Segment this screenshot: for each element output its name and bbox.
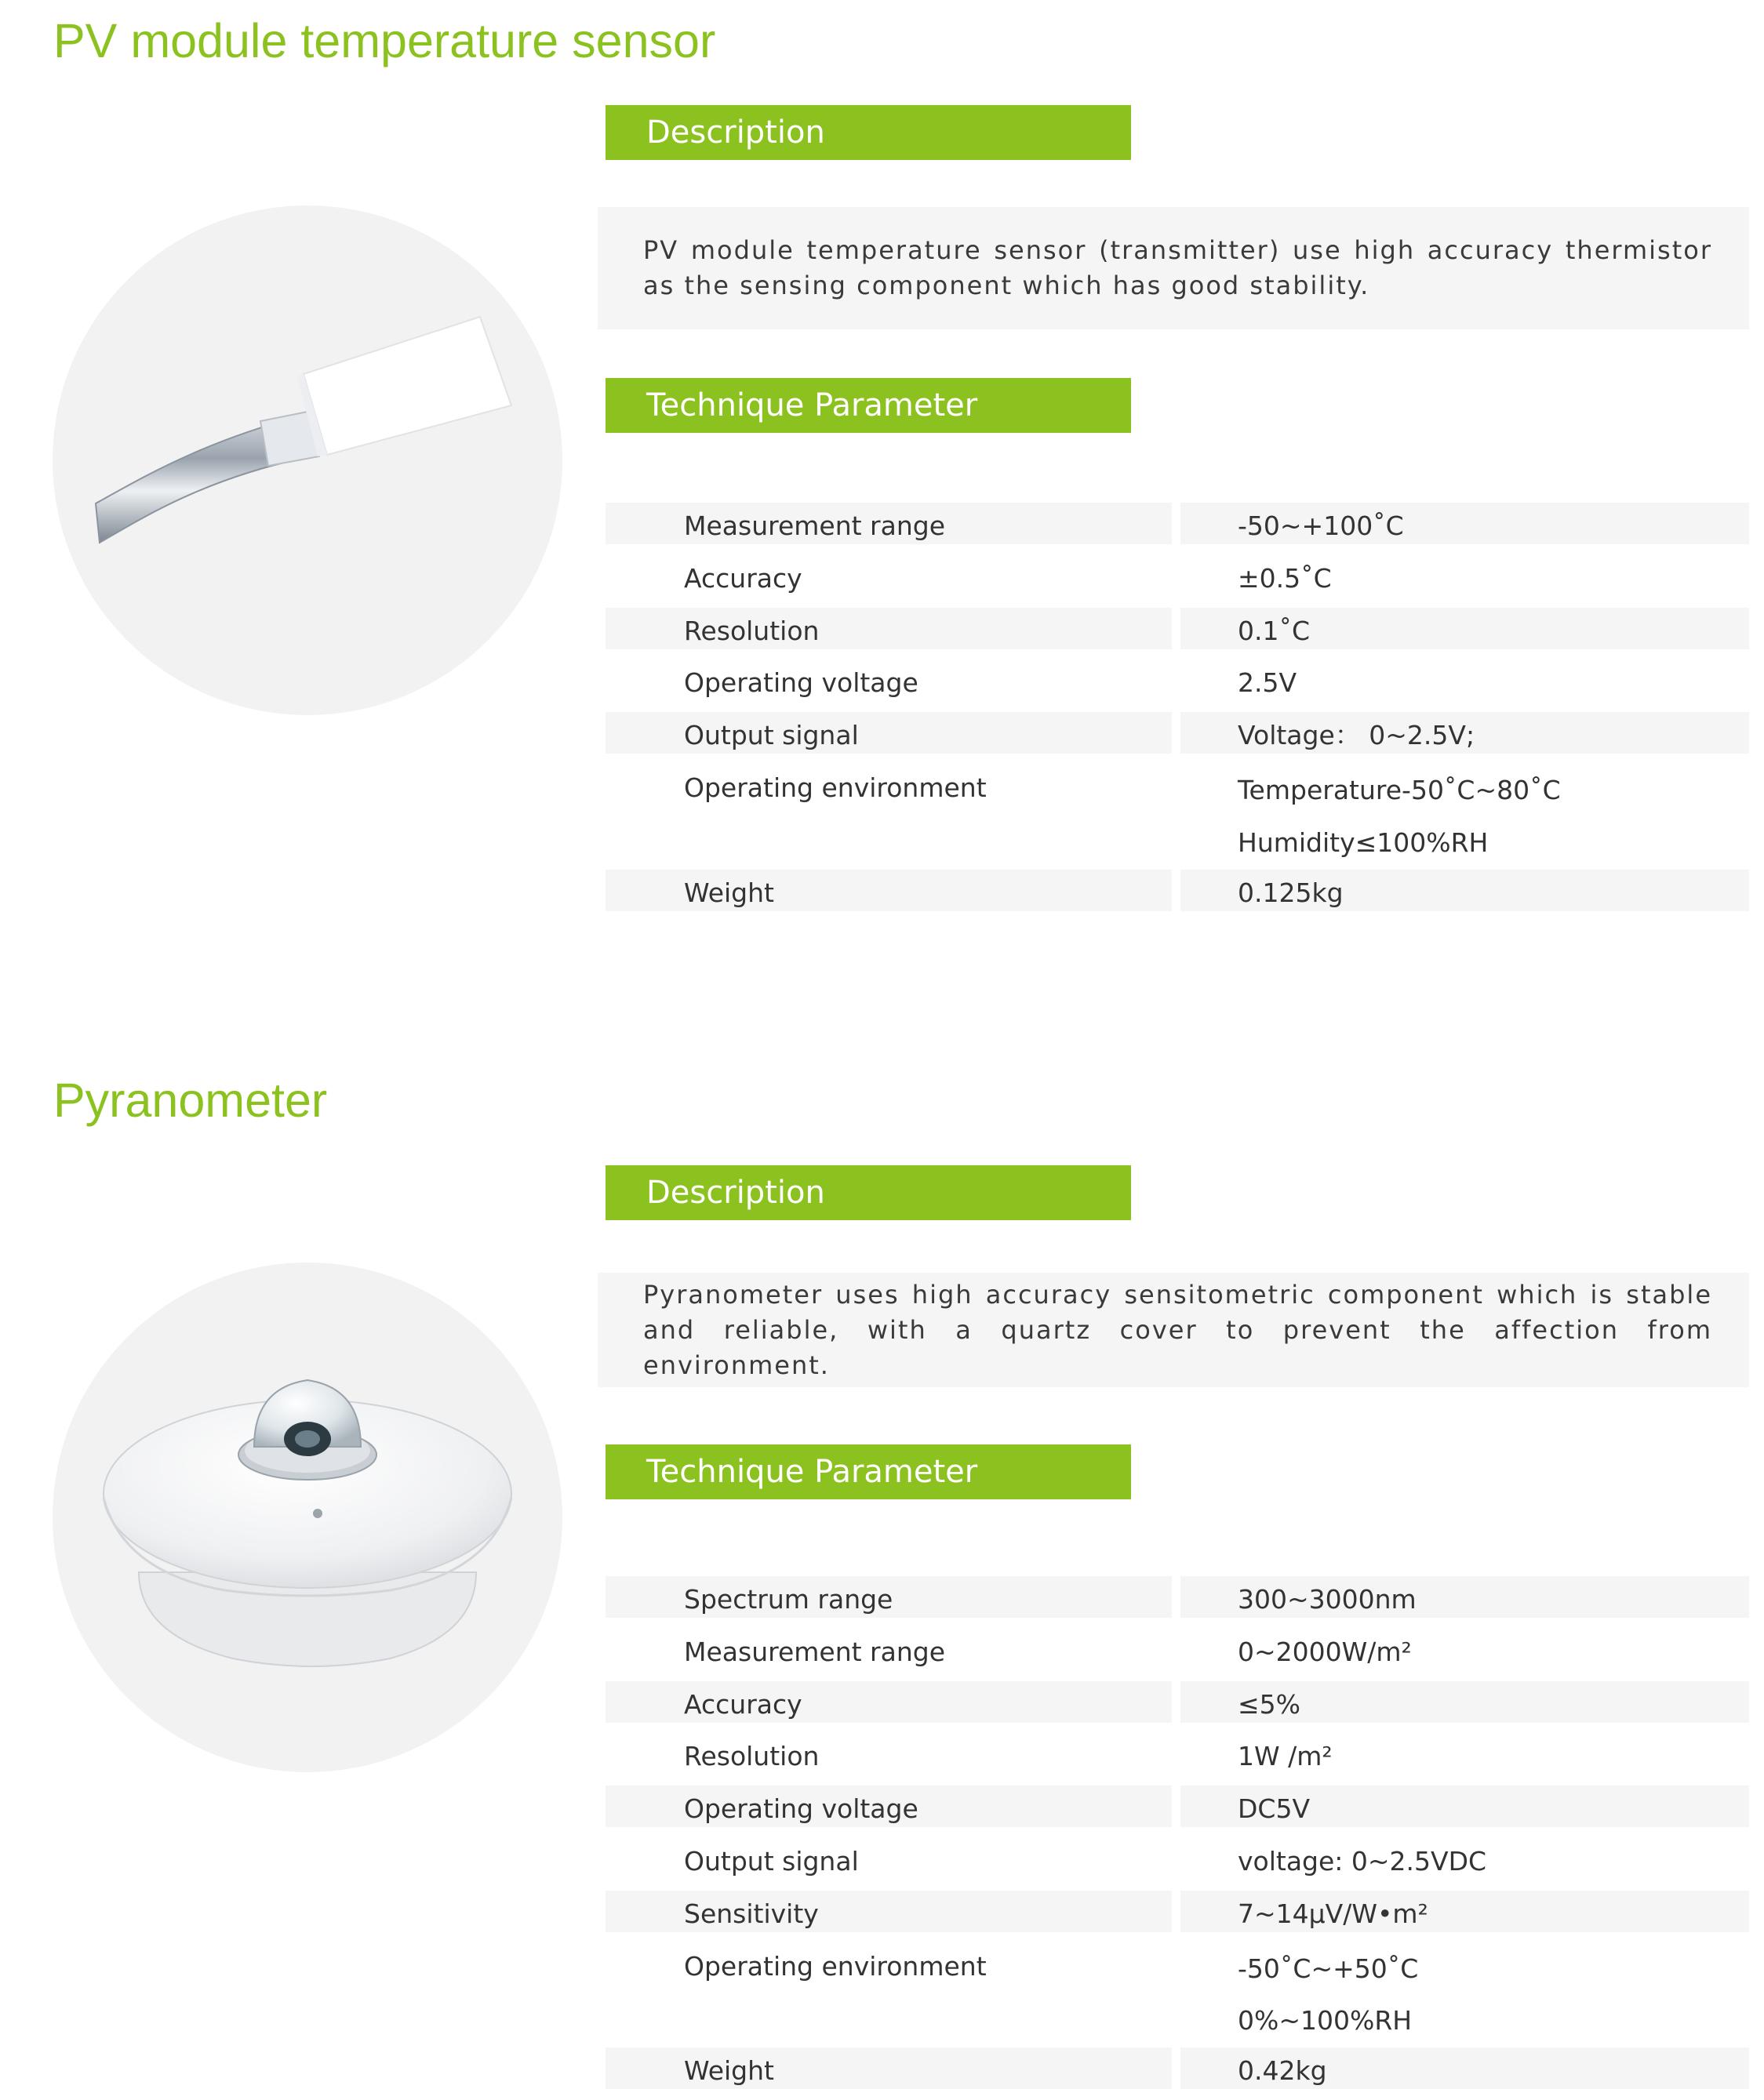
table-row (606, 1943, 1749, 2048)
param-label: Spectrum range (606, 1576, 1172, 1618)
table-row (606, 2047, 1749, 2100)
param-value: 7~14μV/W•m² (1180, 1891, 1749, 1932)
param-value-line: 0%~100%RH (1238, 2005, 1413, 2036)
table-row (606, 1838, 1749, 1891)
table-row (606, 1681, 1749, 1734)
description-text-box (598, 1273, 1749, 1387)
table-row (606, 1576, 1749, 1629)
param-value: 1W /m² (1238, 1741, 1333, 1772)
param-value: -50~+100˚C (1180, 503, 1749, 544)
param-label: Resolution (684, 1741, 820, 1772)
param-label: Measurement range (684, 1636, 945, 1667)
param-value: ≤5% (1180, 1681, 1749, 1723)
table-row (606, 1891, 1749, 1943)
param-value: 0.1˚C (1180, 608, 1749, 649)
param-value-line: -50˚C~+50˚C (1238, 1953, 1419, 1984)
temperature-sensor-image (53, 205, 562, 715)
table-row (606, 503, 1749, 555)
param-label: Measurement range (606, 503, 1172, 544)
description-heading: Description (606, 1165, 1131, 1220)
param-value: 0~2000W/m² (1238, 1636, 1412, 1667)
param-label: Operating environment (684, 772, 987, 803)
table-row (606, 555, 1749, 608)
param-value: DC5V (1180, 1786, 1749, 1827)
param-value: 0.42kg (1180, 2047, 1749, 2089)
description-heading: Description (606, 105, 1131, 160)
table-row (606, 1733, 1749, 1786)
param-label: Resolution (606, 608, 1172, 649)
param-value: Voltage： 0~2.5V; (1180, 712, 1749, 754)
technique-parameter-heading: Technique Parameter (606, 1444, 1131, 1499)
param-label: Weight (606, 870, 1172, 911)
param-value: 300~3000nm (1180, 1576, 1749, 1618)
param-label: Output signal (684, 1845, 859, 1877)
param-label: Accuracy (684, 562, 802, 594)
param-label: Operating voltage (606, 1786, 1172, 1827)
parameter-table (606, 503, 1749, 921)
description-text-box (598, 207, 1749, 329)
table-row (606, 1786, 1749, 1838)
param-label: Operating voltage (684, 667, 918, 699)
table-row (606, 659, 1749, 712)
description-text: PV module temperature sensor (transmitter) use high accuracy thermistor as the sensing component which has good stability. (643, 235, 1712, 300)
technique-parameter-heading: Technique Parameter (606, 378, 1131, 433)
pyranometer-icon (53, 1263, 562, 1772)
description-text: Pyranometer uses high accuracy sensitometric component which is stable and reliable, with a quartz cover to prevent the affection from environment. (643, 1279, 1712, 1380)
param-label: Sensitivity (606, 1891, 1172, 1932)
param-label: Accuracy (606, 1681, 1172, 1723)
param-value: ±0.5˚C (1238, 562, 1332, 594)
table-row (606, 870, 1749, 922)
param-value (1180, 765, 1749, 859)
pyranometer-image (53, 1263, 562, 1772)
parameter-table (606, 1576, 1749, 2100)
param-value: 2.5V (1238, 667, 1297, 699)
param-value: voltage: 0~2.5VDC (1238, 1845, 1487, 1877)
table-row (606, 1629, 1749, 1681)
table-row (606, 608, 1749, 660)
section-title-pyranometer: Pyranometer (53, 1074, 328, 1127)
param-value: 0.125kg (1180, 870, 1749, 911)
param-value-line: Temperature-50˚C~80˚C (1238, 774, 1561, 805)
table-row (606, 765, 1749, 870)
param-label: Operating environment (684, 1950, 987, 1982)
param-label: Output signal (606, 712, 1172, 754)
param-value-line: Humidity≤100%RH (1238, 827, 1489, 858)
param-value (1180, 1943, 1749, 2037)
table-row (606, 712, 1749, 765)
temperature-sensor-probe-icon (53, 205, 562, 715)
param-label: Weight (606, 2047, 1172, 2089)
section-title-temperature-sensor: PV module temperature sensor (53, 14, 716, 67)
